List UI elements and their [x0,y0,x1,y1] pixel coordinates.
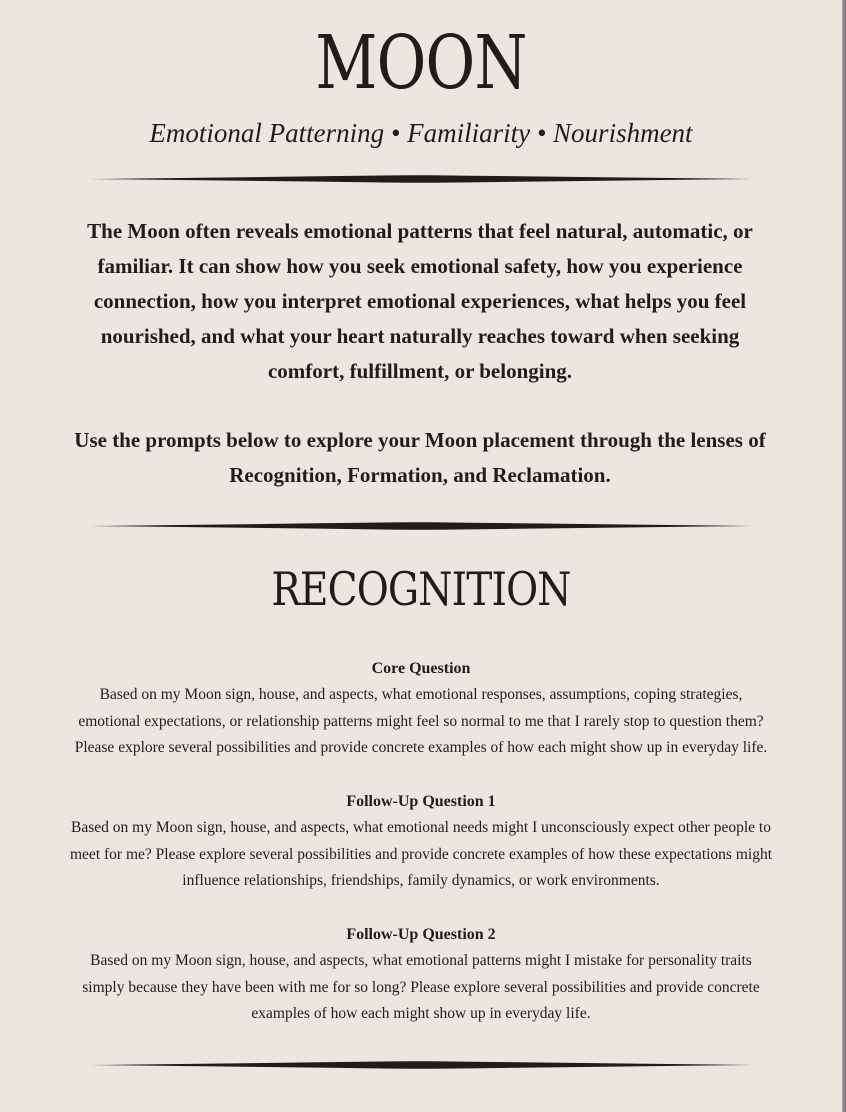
ornamental-divider [90,174,752,184]
question-heading: Core Question [371,660,471,677]
page-title: MOON [315,20,527,106]
question-block [70,656,772,762]
question-body: Based on my Moon sign, house, and aspects, what emotional needs might I unconsciously expect other people to meet for me? Please explore several possibilities and provide concrete examples of how these expectations might influence relationships, friendships, family dynamics, or work environments. [70,819,773,890]
ornamental-divider [90,521,752,531]
section-title: RECOGNITION [271,562,571,616]
intro-instructions: Use the prompts below to explore your Moon placement through the lenses of Recognition, Formation, and Reclamation. [74,428,766,487]
ornamental-divider [90,1060,752,1070]
page-subtitle: Emotional Patterning • Familiarity • Nourishment [149,118,693,148]
page-edge-shadow [842,0,846,1112]
question-body: Based on my Moon sign, house, and aspects, what emotional patterns might I mistake for personality traits simply because they have been with me for so long? Please explore several possibilities and provide concrete examples of how each might show up in everyday life. [82,952,760,1023]
question-block [70,922,772,1028]
intro-paragraph: The Moon often reveals emotional patterns that feel natural, automatic, or familiar. It can show how you seek emotional safety, how you experience connection, how you interpret emotional experiences, what helps you feel nourished, and what your heart naturally reaches toward when seeking comfort, fulfillment, or belonging. [87,219,753,383]
question-block [70,789,772,895]
question-body: Based on my Moon sign, house, and aspects, what emotional responses, assumptions, coping strategies, emotional expectations, or relationship patterns might feel so normal to me that I rarely stop to question them? Please explore several possibilities and provide concrete examples of how each might show up in everyday life. [74,686,768,757]
question-heading: Follow-Up Question 2 [346,926,496,943]
question-heading: Follow-Up Question 1 [346,793,496,810]
